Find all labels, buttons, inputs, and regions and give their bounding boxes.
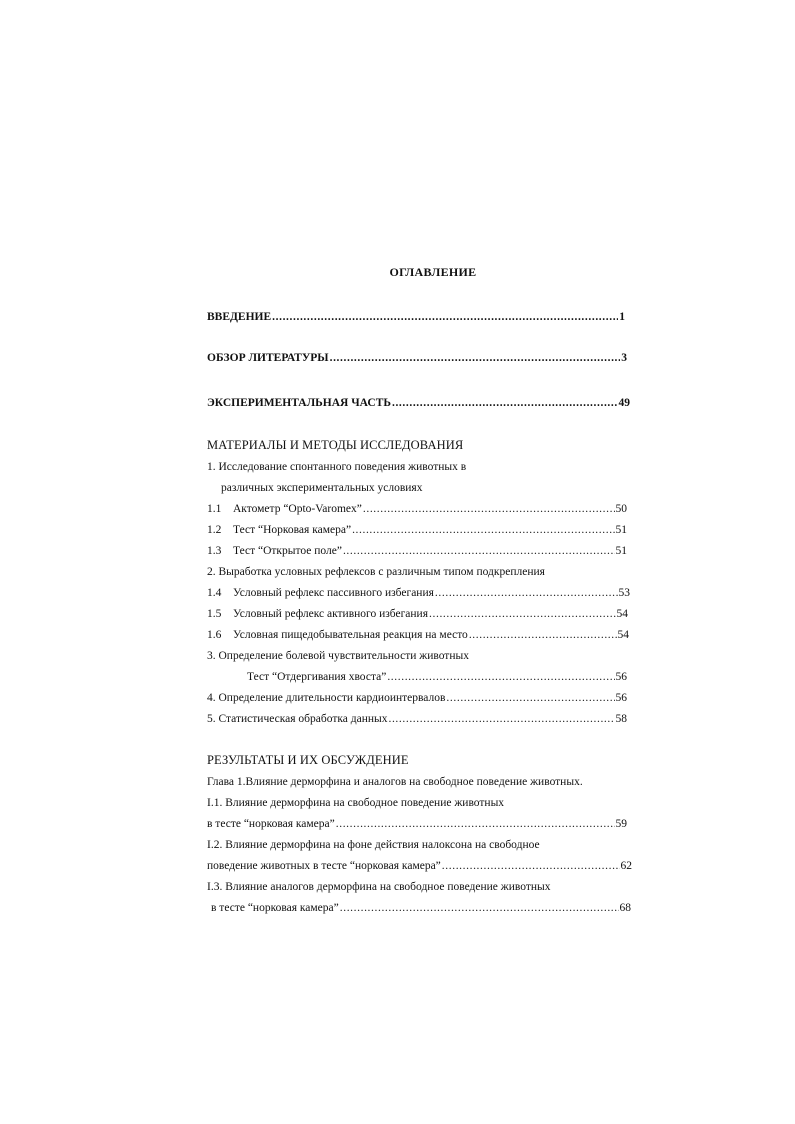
toc-subsection-line: I.2. Влияние дерморфина на фоне действия налоксона на свободное <box>207 839 540 851</box>
leader-dots <box>272 309 618 325</box>
leader-dots <box>340 900 619 916</box>
toc-label: Тест “Отдергивания хвоста” <box>247 671 387 683</box>
toc-label: ВВЕДЕНИЕ <box>207 311 272 323</box>
toc-page-number: 51 <box>615 524 627 536</box>
toc-entry <box>207 522 627 538</box>
toc-entry-literature-review <box>207 350 627 366</box>
toc-page-number: 51 <box>615 545 627 557</box>
toc-page-number: 62 <box>620 860 632 872</box>
toc-entry <box>207 585 630 601</box>
toc-label: Актометр “Opto-Varomex” <box>233 503 362 515</box>
toc-entry <box>211 900 631 916</box>
leader-dots <box>336 816 615 832</box>
toc-page-number: 68 <box>619 902 631 914</box>
toc-entry <box>207 501 627 517</box>
toc-group-heading-continuation: различных экспериментальных условиях <box>221 482 423 494</box>
toc-page-number: 56 <box>615 692 627 704</box>
toc-entry <box>207 858 632 874</box>
toc-page-number: 3 <box>621 352 627 364</box>
section-heading-methods: МАТЕРИАЛЫ И МЕТОДЫ ИССЛЕДОВАНИЯ <box>207 438 464 452</box>
toc-label: в тесте “норковая камера” <box>211 902 339 914</box>
toc-number: 1.6 <box>207 629 222 641</box>
toc-label: Условная пищедобывательная реакция на место <box>233 629 468 641</box>
page-title: ОГЛАВЛЕНИЕ <box>389 265 477 279</box>
toc-page-number: 58 <box>615 713 627 725</box>
section-heading-results: РЕЗУЛЬТАТЫ И ИХ ОБСУЖДЕНИЕ <box>207 753 409 767</box>
toc-entry <box>247 669 627 685</box>
toc-label: в тесте “норковая камера” <box>207 818 335 830</box>
toc-group-heading: 2. Выработка условных рефлексов с различным типом подкрепления <box>207 566 545 578</box>
toc-label: Условный рефлекс активного избегания <box>233 608 429 620</box>
toc-entry <box>207 606 628 622</box>
toc-label: Тест “Открытое поле” <box>233 545 342 557</box>
toc-entry-introduction <box>207 309 625 325</box>
toc-label: ОБЗОР ЛИТЕРАТУРЫ <box>207 352 329 364</box>
toc-entry-experimental-part <box>207 395 630 411</box>
toc-entry <box>207 711 627 727</box>
toc-label: ЭКСПЕРИМЕНТАЛЬНАЯ ЧАСТЬ <box>207 397 391 409</box>
leader-dots <box>442 858 620 874</box>
toc-page-number: 50 <box>615 503 627 515</box>
leader-dots <box>435 585 618 601</box>
toc-number: 1.1 <box>207 503 222 515</box>
toc-number: 1.5 <box>207 608 222 620</box>
toc-entry <box>207 690 627 706</box>
toc-label: Тест “Норковая камера” <box>233 524 352 536</box>
toc-chapter-heading: Глава 1.Влияние дерморфина и аналогов на свободное поведение животных. <box>207 776 583 788</box>
leader-dots <box>363 501 615 517</box>
toc-page-number: 56 <box>615 671 627 683</box>
toc-page-number: 1 <box>619 311 625 323</box>
toc-page-number: 59 <box>615 818 627 830</box>
leader-dots <box>429 606 615 622</box>
toc-entry <box>207 627 629 643</box>
toc-group-heading: 3. Определение болевой чувствительности животных <box>207 650 469 662</box>
toc-subsection-line: I.3. Влияние аналогов дерморфина на свободное поведение животных <box>207 881 551 893</box>
toc-page-number: 53 <box>618 587 630 599</box>
toc-number: 1.3 <box>207 545 222 557</box>
leader-dots <box>446 690 614 706</box>
toc-number: 1.2 <box>207 524 222 536</box>
toc-subsection-line: I.1. Влияние дерморфина на свободное поведение животных <box>207 797 505 809</box>
leader-dots <box>388 711 614 727</box>
toc-page-number: 54 <box>616 608 628 620</box>
leader-dots <box>343 543 615 559</box>
toc-label: 4. Определение длительности кардиоинтервалов <box>207 692 446 704</box>
leader-dots <box>469 627 617 643</box>
leader-dots <box>387 669 614 685</box>
toc-page-number: 54 <box>617 629 629 641</box>
leader-dots <box>352 522 614 538</box>
leader-dots <box>392 395 618 411</box>
toc-entry <box>207 543 627 559</box>
leader-dots <box>330 350 621 366</box>
toc-label: Условный рефлекс пассивного избегания <box>233 587 434 599</box>
toc-number: 1.4 <box>207 587 222 599</box>
toc-group-heading: 1. Исследование спонтанного поведения животных в <box>207 461 467 473</box>
toc-label: 5. Статистическая обработка данных <box>207 713 388 725</box>
toc-page-number: 49 <box>618 397 630 409</box>
toc-label: поведение животных в тесте “норковая камера” <box>207 860 441 872</box>
toc-entry <box>207 816 627 832</box>
